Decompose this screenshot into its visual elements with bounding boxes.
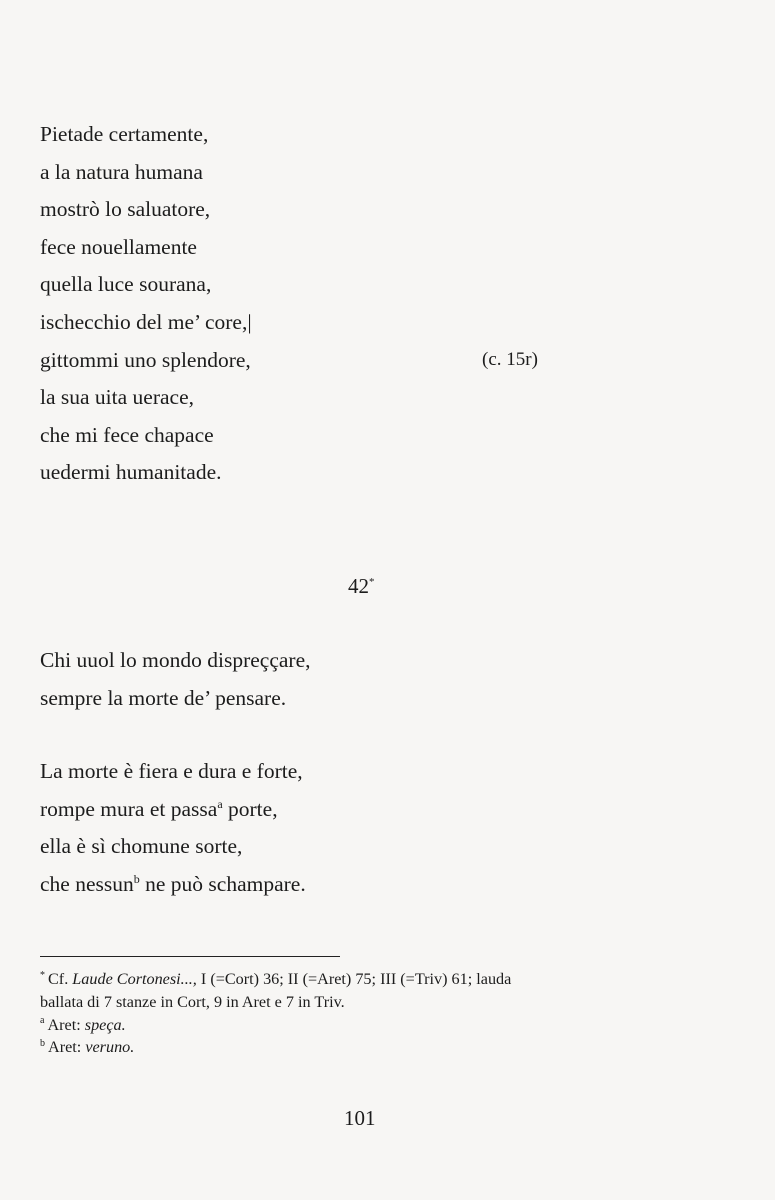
footnote-a-mark: a xyxy=(40,1015,45,1027)
verse-line: ella è sì chomune sorte, xyxy=(40,834,243,859)
footnote-text: Cf. xyxy=(48,970,73,988)
verse-line: ischecchio del me’ core,| xyxy=(40,309,252,334)
verse-line: gittommi uno splendore, xyxy=(40,347,251,372)
verse-line: mostrò lo saluatore, xyxy=(40,197,211,222)
footnote-variant-reading: veruno. xyxy=(85,1038,135,1057)
footnote-cited-title: Laude Cortonesi..., xyxy=(72,970,197,988)
footnote-a xyxy=(40,1014,655,1037)
verse-text: rompe mura et passa xyxy=(40,796,218,821)
poem-number xyxy=(348,568,375,604)
verse-line: quella luce sourana, xyxy=(40,272,212,297)
verse-line: Chi uuol lo mondo dispreççare, xyxy=(40,648,311,672)
verse-line: uedermi humanitade. xyxy=(40,460,222,485)
footnote-star xyxy=(40,968,655,991)
verse-line: la sua uita uerace, xyxy=(40,385,194,410)
verse-text: che nessun xyxy=(40,871,134,896)
verse-line: a la natura humana xyxy=(40,159,203,184)
footnote-star-mark: * xyxy=(40,969,45,981)
verse-text: ne può schampare. xyxy=(139,871,306,896)
poem-number-value: 42 xyxy=(348,574,369,598)
footnote-mark-b: b xyxy=(133,871,140,886)
poem-ripresa xyxy=(40,642,310,717)
footnote-variant-reading: speça. xyxy=(84,1015,126,1034)
manuscript-folio-reference: (c. 15r) xyxy=(482,349,538,370)
poem-footnote-mark: * xyxy=(369,576,375,588)
verse-line: La morte è fiera e dura e forte, xyxy=(40,759,303,783)
footnote-text: Aret: xyxy=(48,1038,86,1057)
footnote-star-continuation: ballata di 7 stanze in Cort, 9 in Aret e 7 in Triv. xyxy=(40,992,345,1011)
verse-line: che mi fece chapace xyxy=(40,422,214,447)
verse-line: fece nouellamente xyxy=(40,234,197,259)
footnote-divider xyxy=(40,956,340,957)
footnote-b xyxy=(40,1036,655,1059)
footnote-b-mark: b xyxy=(40,1038,45,1049)
footnotes xyxy=(40,968,655,1059)
verse-line xyxy=(40,791,306,829)
verse-line: Pietade certamente, xyxy=(40,122,209,146)
verse-line xyxy=(40,866,306,904)
verse-text: porte, xyxy=(222,796,278,821)
footnote-text: Aret: xyxy=(47,1015,85,1034)
poem-stanza xyxy=(40,753,306,903)
page-number: 101 xyxy=(344,1106,376,1130)
footnote-text: I (=Cort) 36; II (=Aret) 75; III (=Triv) 61; lauda xyxy=(196,970,512,988)
stanza-1 xyxy=(40,116,252,492)
verse-line: sempre la morte de’ pensare. xyxy=(40,685,287,710)
footnote-mark-a: a xyxy=(217,796,223,811)
